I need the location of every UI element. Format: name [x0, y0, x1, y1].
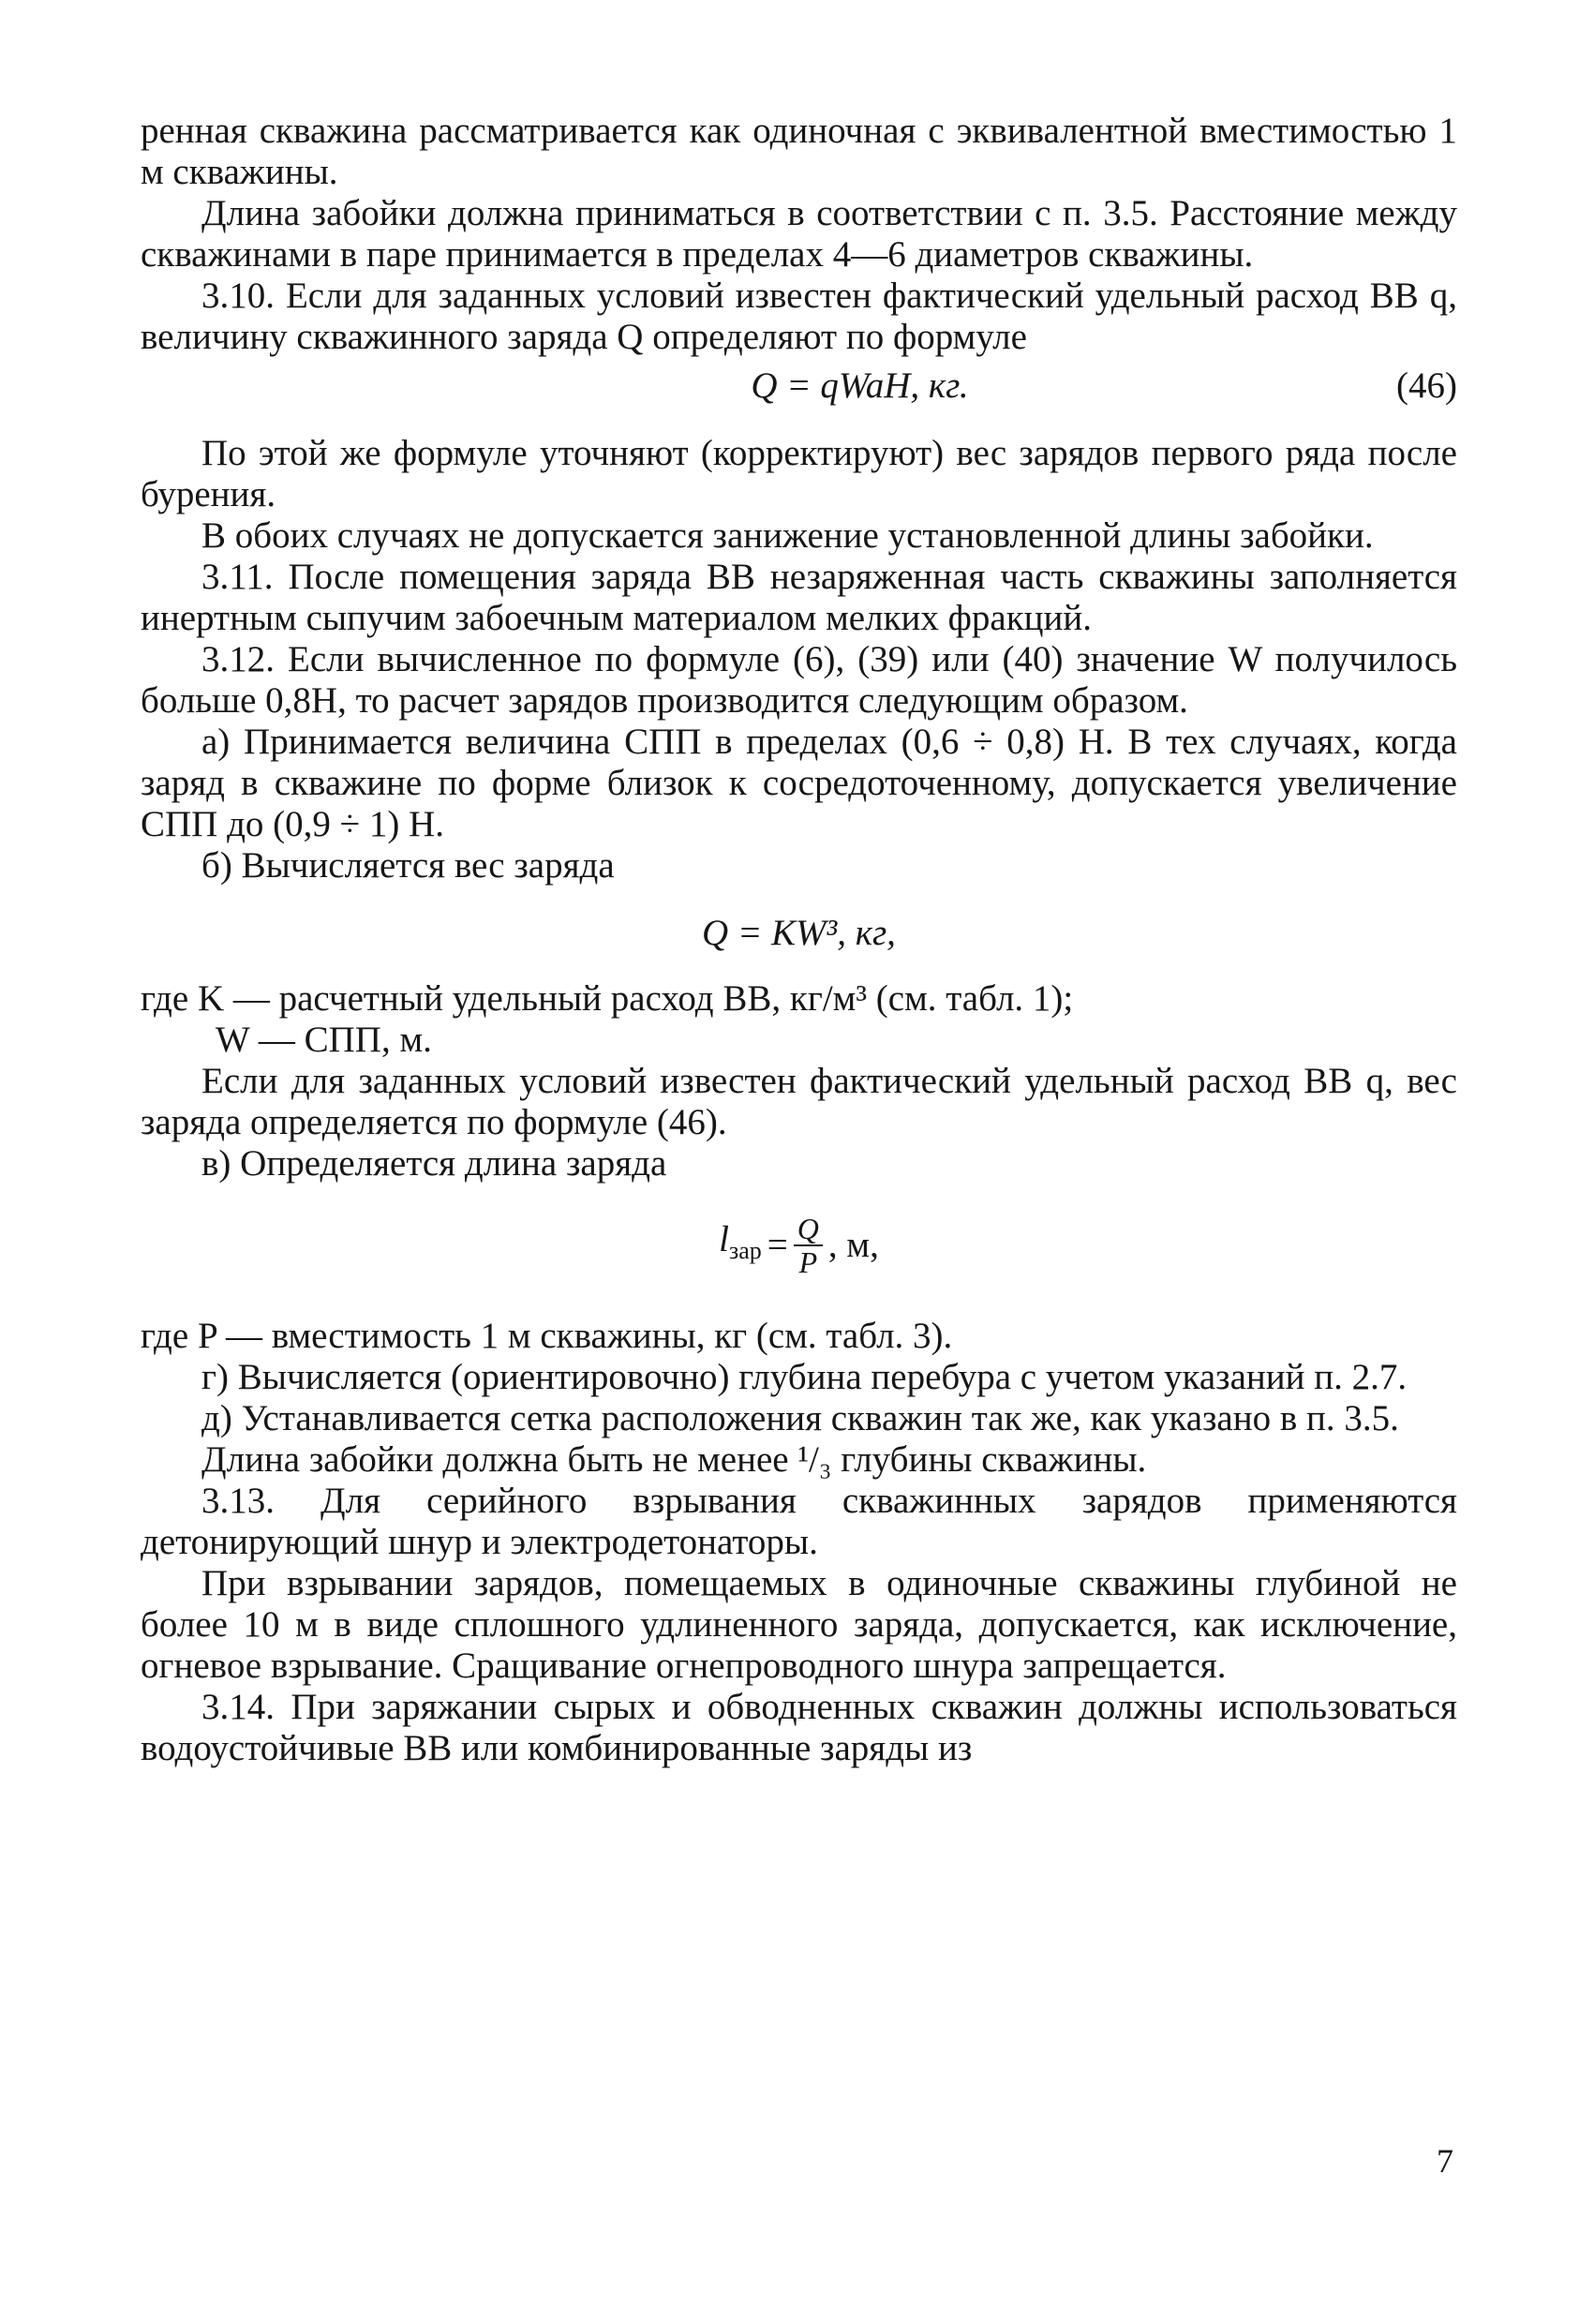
- paragraph: В обоих случаях не допускается занижение установленной длины забойки.: [201, 515, 1374, 556]
- page-body: [141, 111, 1457, 1769]
- paragraph: Длина забойки должна приниматься в соответствии с п. 3.5. Расстояние между скважинами в паре принимается в пределах 4—6 диаметров скважины.: [141, 193, 1457, 275]
- paragraph: г) Вычисляется (ориентировочно) глубина перебура с учетом указаний п. 2.7.: [201, 1357, 1408, 1397]
- formula-46: [141, 365, 1457, 407]
- formula-charge-weight: [141, 913, 1457, 954]
- formula-equals: =: [767, 1225, 788, 1265]
- paragraph: 3.11. После помещения заряда ВВ незаряженная часть скважины заполняется инертным сыпучим забоечным материалом мелких фракций.: [141, 557, 1457, 638]
- fraction-numerator: Q: [794, 1213, 823, 1246]
- definition-line: где K — расчетный удельный расход ВВ, кг/м³ (см. табл. 1);: [141, 978, 1074, 1019]
- paragraph: а) Принимается величина СПП в пределах (0,6 ÷ 0,8) H. В тех случаях, когда заряд в скважине по форме близок к сосредоточенному, допускается увеличение СПП до (0,9 ÷ 1) H.: [141, 722, 1457, 844]
- formula-symbol: $l_{зар}$: [719, 1219, 762, 1264]
- formula-unit: , м,: [827, 1225, 879, 1265]
- paragraph: в) Определяется длина заряда: [201, 1143, 667, 1184]
- page-number: 7: [1437, 2142, 1453, 2180]
- formula-text: Q = qWaH, кг.: [751, 365, 969, 406]
- paragraph: 3.13. Для серийного взрывания скважинных зарядов применяются детонирующий шнур и электродетонаторы.: [141, 1481, 1457, 1562]
- formula-text: Q = KW³, кг,: [702, 913, 896, 953]
- paragraph: Длина забойки должна быть не менее ¹/₃ глубины скважины.: [201, 1439, 1147, 1480]
- formula-fraction: [794, 1213, 823, 1278]
- paragraph: Если для заданных условий известен фактический удельный расход ВВ q, вес заряда определяется по формуле (46).: [141, 1061, 1457, 1142]
- paragraph: По этой же формуле уточняют (корректируют) вес зарядов первого ряда после бурения.: [141, 433, 1457, 514]
- fraction-denominator: P: [798, 1245, 818, 1279]
- paragraph: б) Вычисляется вес заряда: [201, 845, 615, 886]
- paragraph: 3.10. Если для заданных условий известен фактический удельный расход ВВ q, величину скважинного заряда Q определяют по формуле: [141, 276, 1457, 357]
- definition-line: где P — вместимость 1 м скважины, кг (см. табл. 3).: [141, 1316, 953, 1356]
- paragraph: 3.12. Если вычисленное по формуле (6), (39) или (40) значение W получилось больше 0,8H, то расчет зарядов производится следующим образом.: [141, 639, 1457, 721]
- formula-number: (46): [1396, 365, 1457, 406]
- paragraph: 3.14. При заряжании сырых и обводненных скважин должны использоваться водоустойчивые ВВ или комбинированные заряды из: [141, 1687, 1457, 1768]
- paragraph: При взрывании зарядов, помещаемых в одиночные скважины глубиной не более 10 м в виде сплошного удлиненного заряда, допускается, как исключение, огневое взрывание. Сращивание огнепроводного шнура запрещается.: [141, 1563, 1457, 1686]
- formula-charge-length: [141, 1213, 1457, 1284]
- paragraph: д) Устанавливается сетка расположения скважин так же, как указано в п. 3.5.: [201, 1398, 1399, 1438]
- paragraph: ренная скважина рассматривается как одиночная с эквивалентной вместимостью 1 м скважины.: [141, 111, 1457, 192]
- definition-line: W — СПП, м.: [216, 1020, 432, 1060]
